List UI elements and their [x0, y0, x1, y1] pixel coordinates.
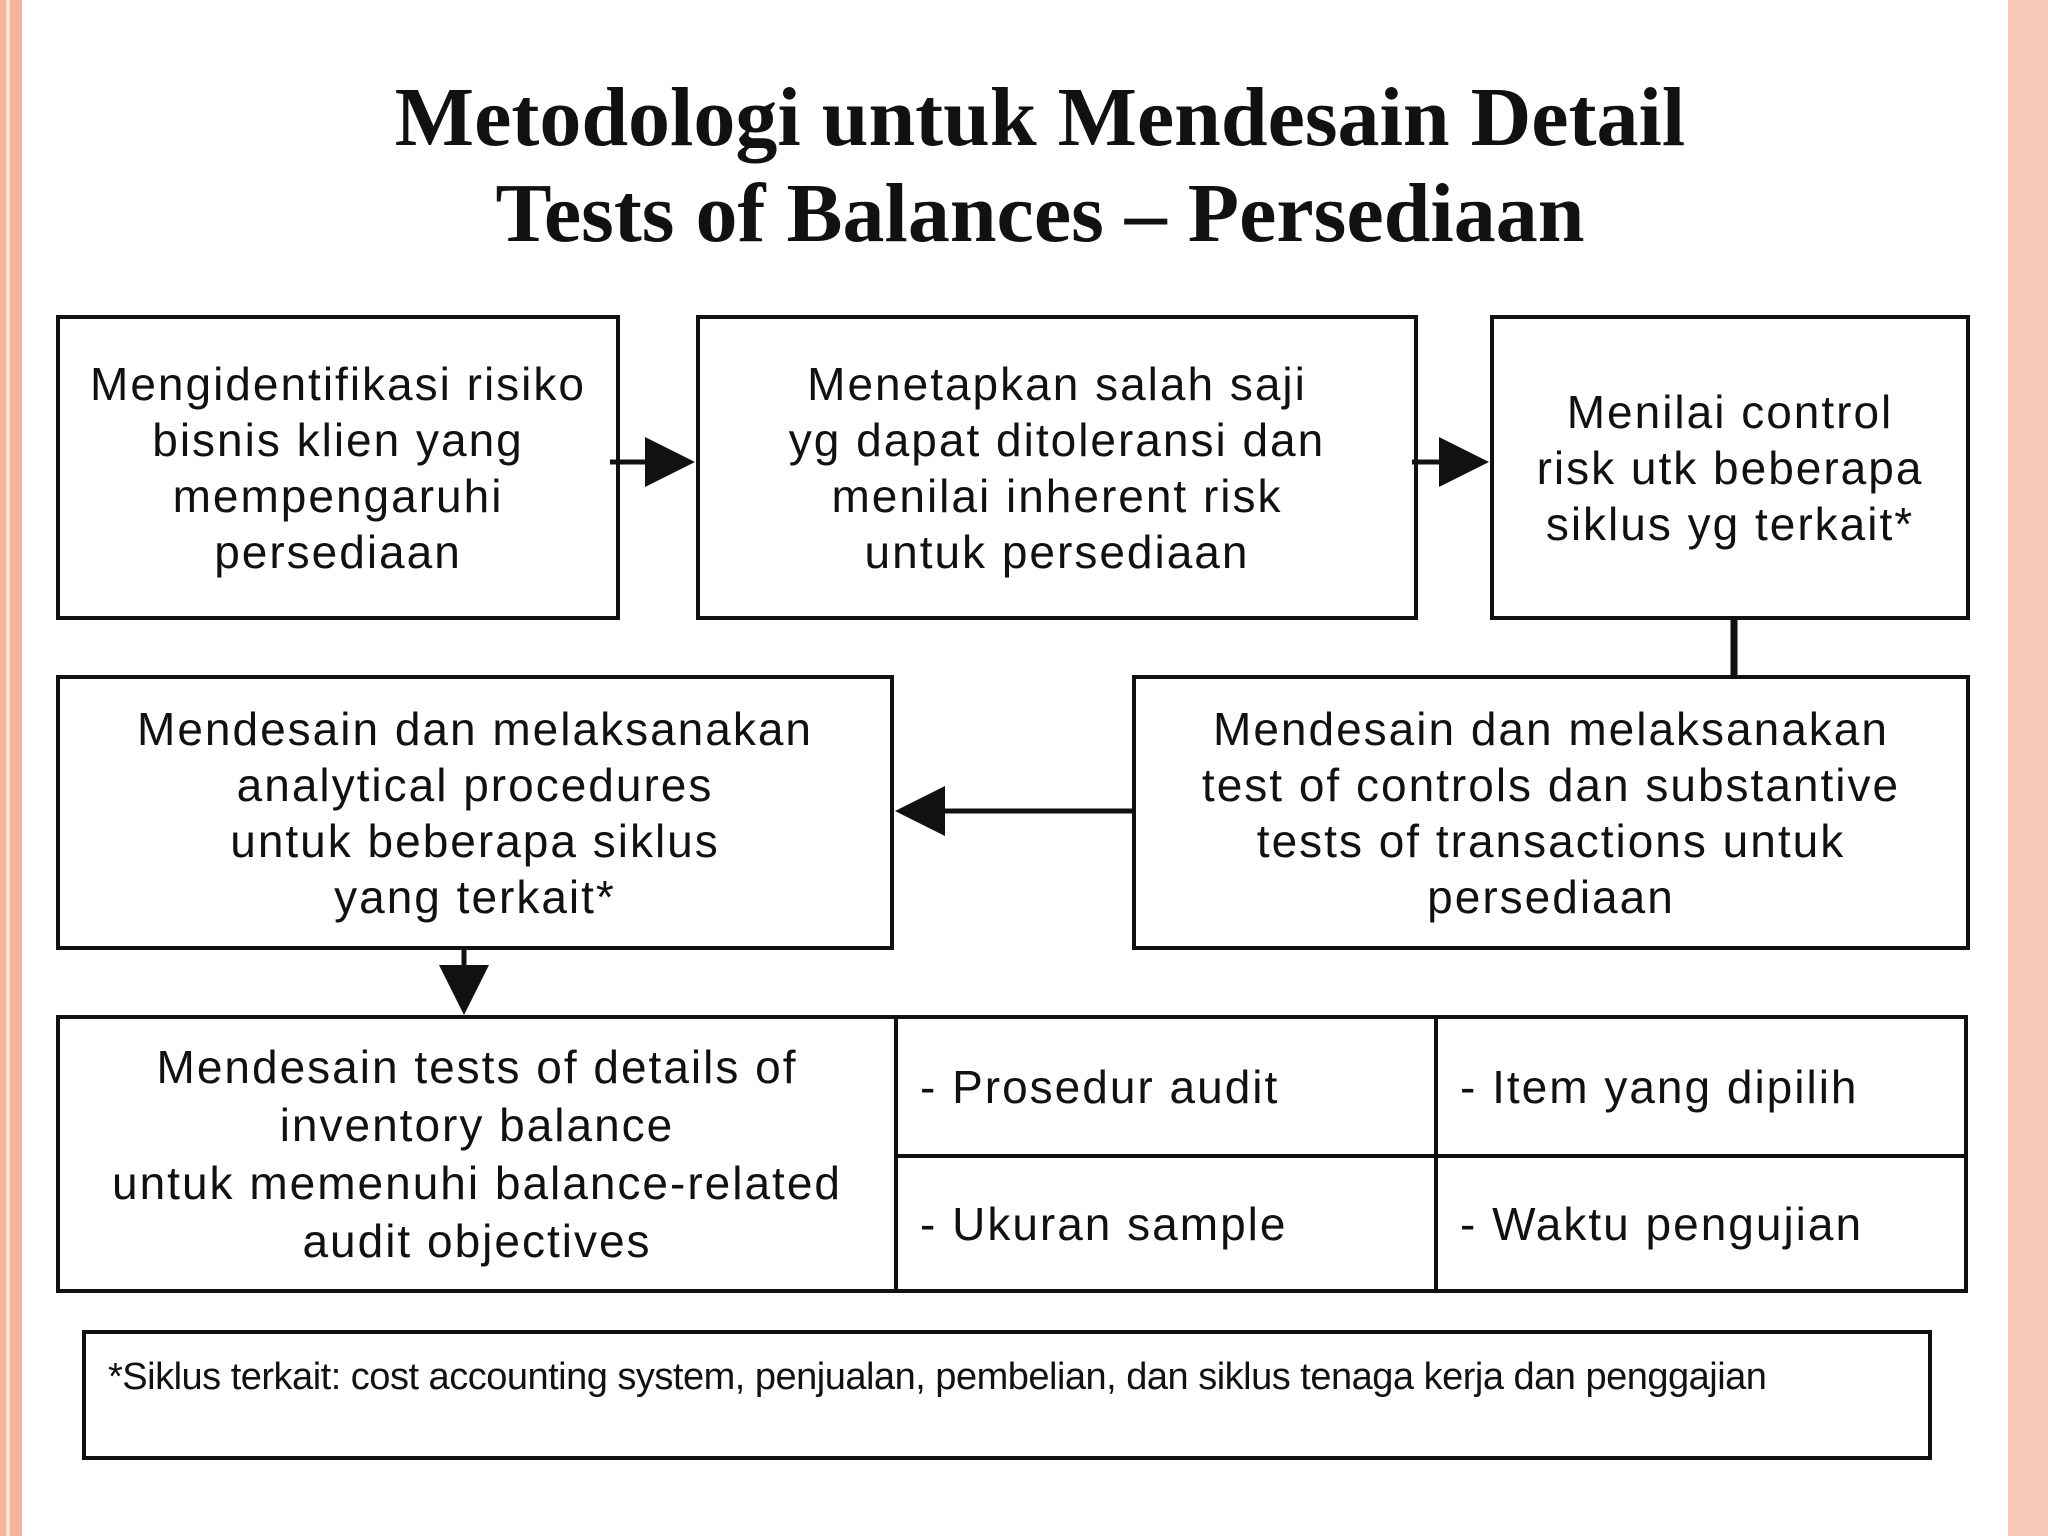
sample-size-cell: - Ukuran sample	[920, 1197, 1288, 1250]
items-selected-cell: - Item yang dipilih	[1460, 1060, 1859, 1113]
step-test-controls-box: Mendesain dan melaksanakan test of controls dan substantive tests of transactions untuk persediaan	[1132, 675, 1970, 950]
step-analytical-procedures-box: Mendesain dan melaksanakan analytical procedures untuk beberapa siklus yang terkait*	[56, 675, 894, 950]
procedures-cell: - Prosedur audit	[920, 1060, 1280, 1113]
title-line-2: Tests of Balances – Persediaan	[495, 167, 1585, 260]
footnote: *Siklus terkait: cost accounting system, penjualan, pembelian, dan siklus tenaga kerja dan penggajian	[82, 1330, 1932, 1460]
step-set-misstatement-box: Menetapkan salah saji yg dapat ditoleransi dan menilai inherent risk untuk persediaan	[696, 315, 1418, 620]
tests-of-details-cell: Mendesain tests of details of inventory balance untuk memenuhi balance-related audit objectives	[112, 1041, 842, 1267]
title-line-1: Metodologi untuk Mendesain Detail	[394, 71, 1686, 164]
timing-cell: - Waktu pengujian	[1460, 1197, 1864, 1250]
step-identify-risk-box: Mengidentifikasi risiko bisnis klien yang mempengaruhi persediaan	[56, 315, 620, 620]
step-assess-control-box: Menilai control risk utk beberapa siklus yg terkait*	[1490, 315, 1970, 620]
